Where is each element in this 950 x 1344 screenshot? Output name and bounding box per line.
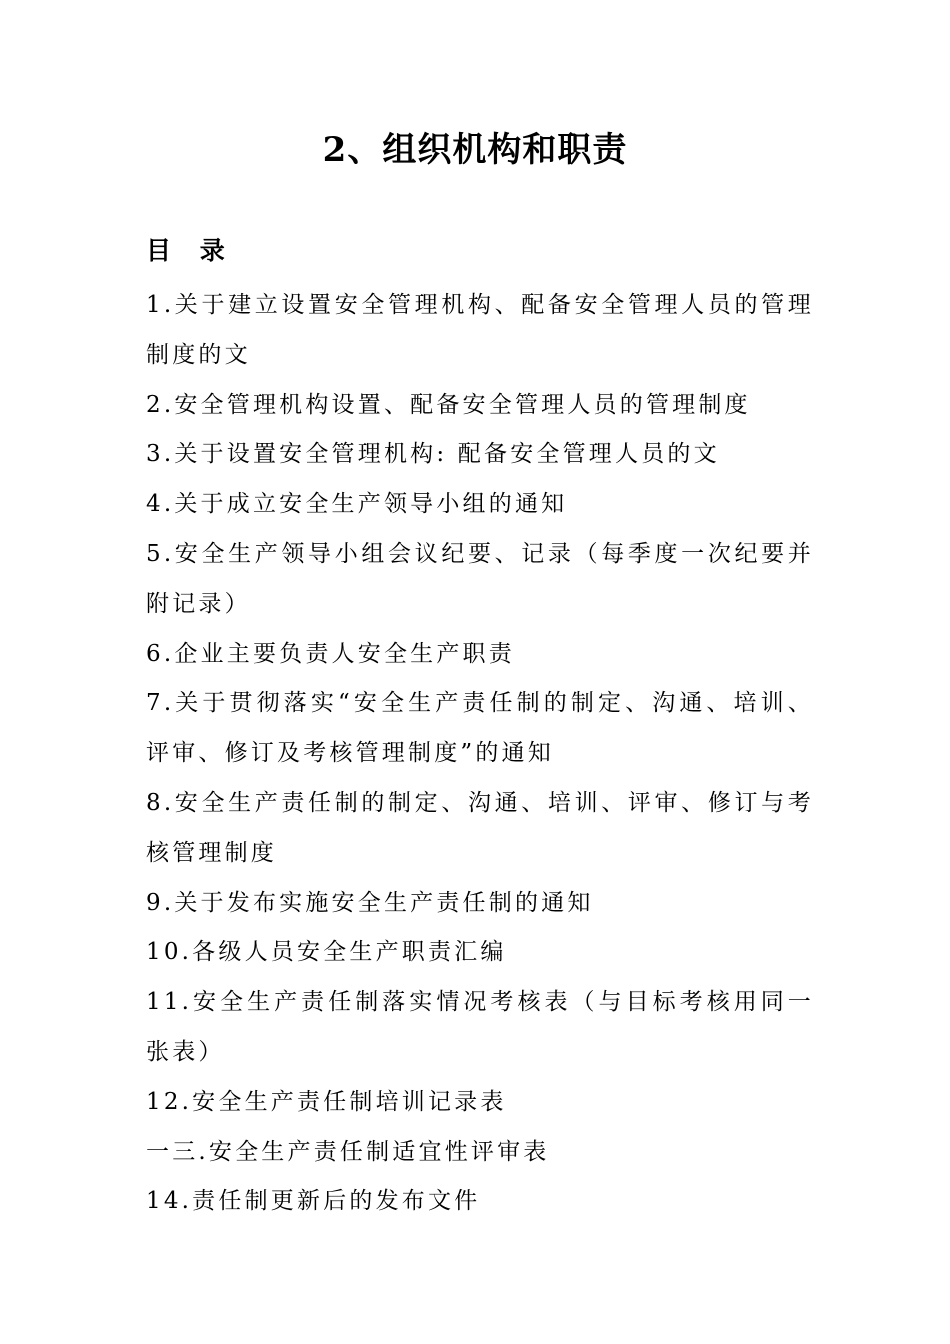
toc-item-12: 12.安全生产责任制培训记录表 bbox=[146, 1088, 507, 1115]
toc-item-2: 2.安全管理机构设置、配备安全管理人员的管理制度 bbox=[146, 391, 751, 418]
toc-item-6: 6.企业主要负责人安全生产职责 bbox=[146, 640, 515, 667]
toc-item-8: 8.安全生产责任制的制定、沟通、培训、评审、修订与考核管理制度 bbox=[146, 789, 814, 866]
toc-item-14: 14.责任制更新后的发布文件 bbox=[146, 1188, 481, 1215]
toc-item-11: 11.安全生产责任制落实情况考核表（与目标考核用同一张表） bbox=[146, 989, 814, 1065]
toc-item-7: 7.关于贯彻落实“安全生产责任制的制定、沟通、培训、评审、修订及考核管理制度”的通知 bbox=[146, 690, 814, 767]
toc-item-3: 3.关于设置安全管理机构: 配备安全管理人员的文 bbox=[146, 441, 720, 468]
toc-item-9: 9.关于发布实施安全生产责任制的通知 bbox=[146, 889, 594, 916]
toc-item-1: 1.关于建立设置安全管理机构、配备安全管理人员的管理制度的文 bbox=[146, 292, 814, 368]
document-title: 2、组织机构和职责 bbox=[322, 130, 628, 170]
toc-list bbox=[146, 281, 814, 1227]
toc-item-10: 10.各级人员安全生产职责汇编 bbox=[146, 939, 507, 966]
toc-item-5: 5.安全生产领导小组会议纪要、记录（每季度一次纪要并附记录） bbox=[146, 540, 814, 617]
toc-heading: 目 录 bbox=[146, 236, 235, 265]
toc-item-4: 4.关于成立安全生产领导小组的通知 bbox=[146, 491, 568, 518]
toc-item-13: 一三.安全生产责任制适宜性评审表 bbox=[146, 1138, 550, 1165]
